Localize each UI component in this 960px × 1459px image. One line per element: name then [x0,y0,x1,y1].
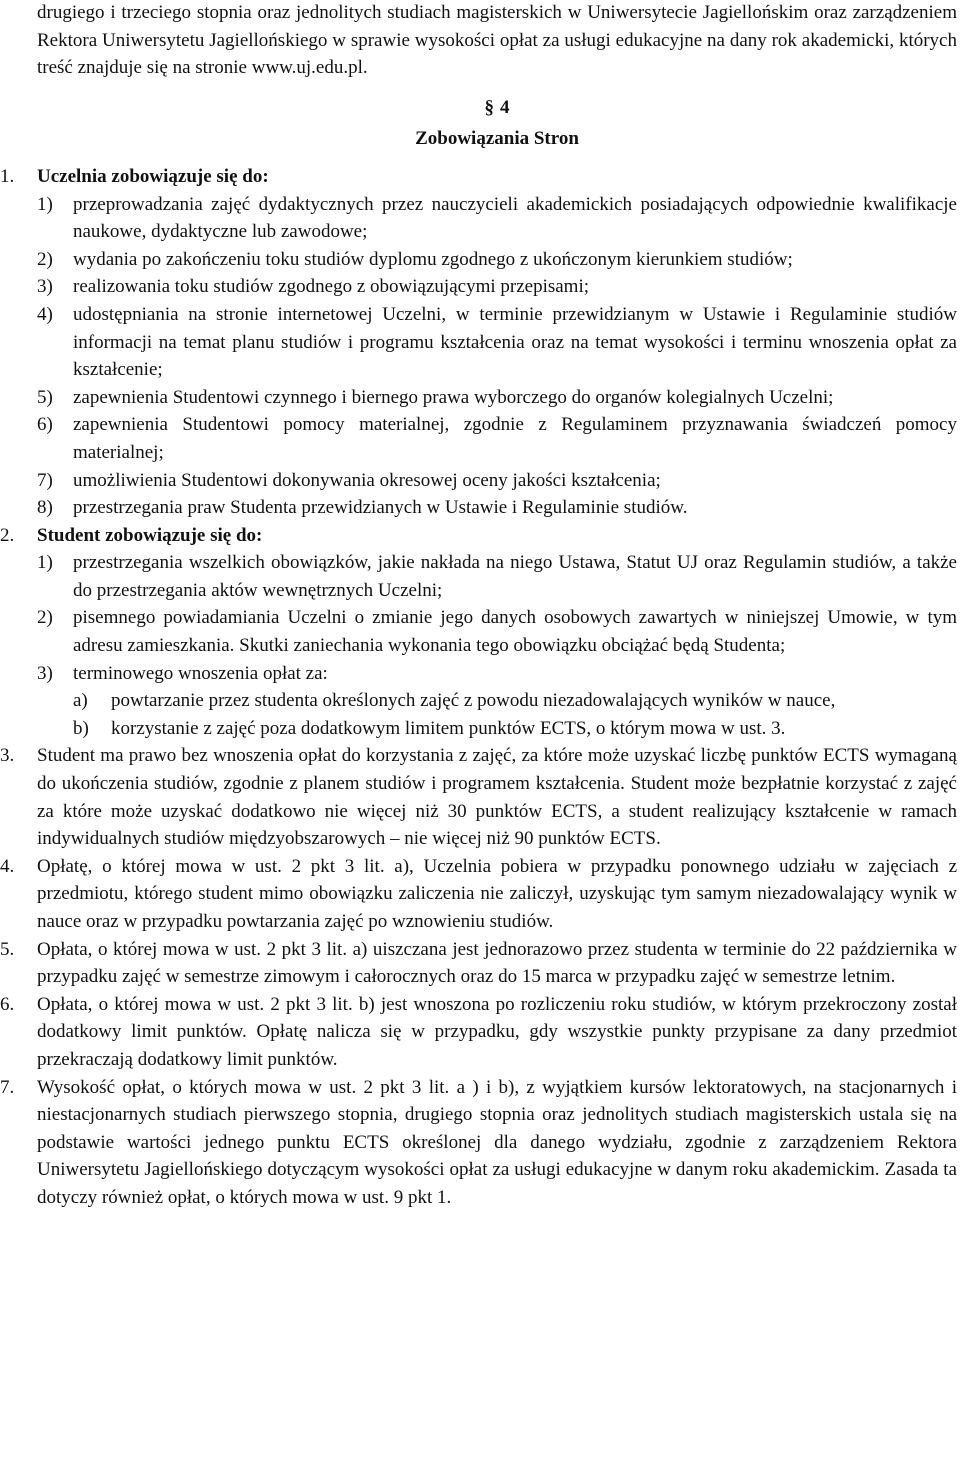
paragraph-6 [0,991,957,1074]
paragraph-number: 6. [0,993,15,1015]
item-number: 5) [37,386,53,408]
paragraph-4 [0,853,957,936]
intro-paragraph: drugiego i trzeciego stopnia oraz jednolitych studiach magisterskich w Uniwersytecie Jagiellońskim oraz zarządzeniem Rektora Uniwersytetu Jagiellońskiego w sprawie wysokości opłat za usługi edukacyjne na dany rok akademicki, których treść znajduje się na stronie www.uj.edu.pl. [37,2,957,79]
item-text: umożliwienia Studentowi dokonywania okresowej oceny jakości kształcenia; [73,469,661,491]
paragraph-3 [0,742,957,852]
subitem-text: powtarzanie przez studenta określonych zajęć z powodu niezadowalających wyników w nauce, [111,690,836,712]
point-heading: Student zobowiązuje się do: [37,524,263,546]
sub-list-item [37,687,957,715]
paragraph-7 [0,1074,957,1212]
item-text: terminowego wnoszenia opłat za: [73,662,328,684]
item-number: 3) [37,276,53,298]
paragraph-text: Wysokość opłat, o których mowa w ust. 2 pkt 3 lit. a ) i b), z wyjątkiem kursów lektoratowych, na stacjonarnych i niestacjonarnych studiach pierwszego stopnia, drugiego stopnia oraz jednolitych studiach magisterskich ustala się na podstawie wartości jednego punktu ECTS określonej dla danego wydziału, zgodnie z zarządzeniem Rektora Uniwersytetu Jagiellońskiego dotyczącym wysokości opłat za usługi edukacyjne w danym roku akademickim. Zasada ta dotyczy również opłat, o których mowa w ust. 9 pkt 1. [37,1076,957,1208]
item-number: 1) [37,552,53,574]
point-heading: Uczelnia zobowiązuje się do: [37,165,269,187]
list-item [37,191,957,246]
item-number: 2) [37,248,53,270]
section-number-value: 4 [500,96,510,118]
subitem-letter: a) [73,690,88,712]
item-text: zapewnienia Studentowi czynnego i biernego prawa wyborczego do organów kolegialnych Uczelni; [73,386,834,408]
paragraph-number: 3. [0,745,15,767]
paragraph-text: Opłatę, o której mowa w ust. 2 pkt 3 lit. a), Uczelnia pobiera w przypadku ponownego udziału w zajęciach z przedmiotu, którego student mimo obowiązku zaliczenia nie zaliczył, uzyskując tym samym niezadowalający wynik w nauce oraz w przypadku powtarzania zajęć po wznowieniu studiów. [37,855,957,932]
paragraph-5 [0,936,957,991]
list-item [37,660,957,688]
list-item [37,411,957,466]
point-1 [0,163,957,522]
item-number: 4) [37,303,53,325]
item-text: przestrzegania wszelkich obowiązków, jakie nakłada na niego Ustawa, Statut UJ oraz Regulamin studiów, a także do przestrzegania aktów wewnętrznych Uczelni; [73,552,957,601]
list-item [37,301,957,384]
list-item [37,494,957,522]
section-number [37,94,957,122]
list-item [37,246,957,274]
subitem-letter: b) [73,717,89,739]
item-number: 8) [37,497,53,519]
item-text: zapewnienia Studentowi pomocy materialnej, zgodnie z Regulaminem przyznawania świadczeń pomocy materialnej; [73,414,957,463]
point-number: 1. [0,165,15,187]
section-title: Zobowiązania Stron [415,128,579,150]
list-item [37,549,957,604]
point-number: 2. [0,524,15,546]
paragraph-text: Opłata, o której mowa w ust. 2 pkt 3 lit. b) jest wnoszona po rozliczeniu roku studiów, w którym przekroczony został dodatkowy limit punktów. Opłatę nalicza się w przypadku, gdy wszystkie punkty przypisane za dany przedmiot przekraczają dodatkowy limit punktów. [37,993,957,1070]
paragraph-text: Student ma prawo bez wnoszenia opłat do korzystania z zajęć, za które może uzyskać liczbę punktów ECTS wymaganą do ukończenia studiów, zgodnie z planem studiów i programem kształcenia. Student może bezpłatnie korzystać z zajęć za które może uzyskać dodatkowo nie więcej niż 30 punktów ECTS, a student realizujący kształcenie w ramach indywidualnych studiów międzyobszarowych – nie więcej niż 90 punktów ECTS. [37,745,957,850]
item-number: 1) [37,193,53,215]
paragraph-number: 7. [0,1076,15,1098]
paragraph-text: Opłata, o której mowa w ust. 2 pkt 3 lit. a) uiszczana jest jednorazowo przez studenta w terminie do 22 października w przypadku zajęć w semestrze zimowym i całorocznych oraz do 15 marca w przypadku zajęć w semestrze letnim. [37,938,957,988]
item-number: 3) [37,662,53,684]
paragraph-number: 5. [0,938,15,960]
point-2 [0,522,957,743]
item-text: przestrzegania praw Studenta przewidzianych w Ustawie i Regulaminie studiów. [73,497,688,519]
paragraph-number: 4. [0,855,15,877]
item-number: 6) [37,414,53,436]
list-item [37,467,957,495]
section-sign-symbol: § [484,96,494,118]
item-text: wydania po zakończeniu toku studiów dyplomu zgodnego z ukończonym kierunkiem studiów; [73,248,793,270]
item-text: realizowania toku studiów zgodnego z obowiązującymi przepisami; [73,276,590,298]
list-item [37,384,957,412]
subitem-text: korzystanie z zajęć poza dodatkowym limitem punktów ECTS, o którym mowa w ust. 3. [111,717,786,739]
list-item [37,273,957,301]
item-number: 2) [37,607,53,629]
item-number: 7) [37,469,53,491]
item-text: udostępniania na stronie internetowej Uczelni, w terminie przewidzianym w Ustawie i Regulaminie studiów informacji na temat planu studiów i programu kształcenia oraz na temat wysokości i terminu wnoszenia opłat za kształcenie; [73,303,957,381]
item-text: przeprowadzania zajęć dydaktycznych przez nauczycieli akademickich posiadających odpowiednie kwalifikacje naukowe, dydaktyczne lub zawodowe; [73,193,957,243]
sub-list-item [37,715,957,743]
list-item [37,604,957,659]
item-text: pisemnego powiadamiania Uczelni o zmianie jego danych osobowych zawartych w niniejszej Umowie, w tym adresu zamieszkania. Skutki zaniechania wykonania tego obowiązku obciążać będą Studenta; [73,607,957,657]
